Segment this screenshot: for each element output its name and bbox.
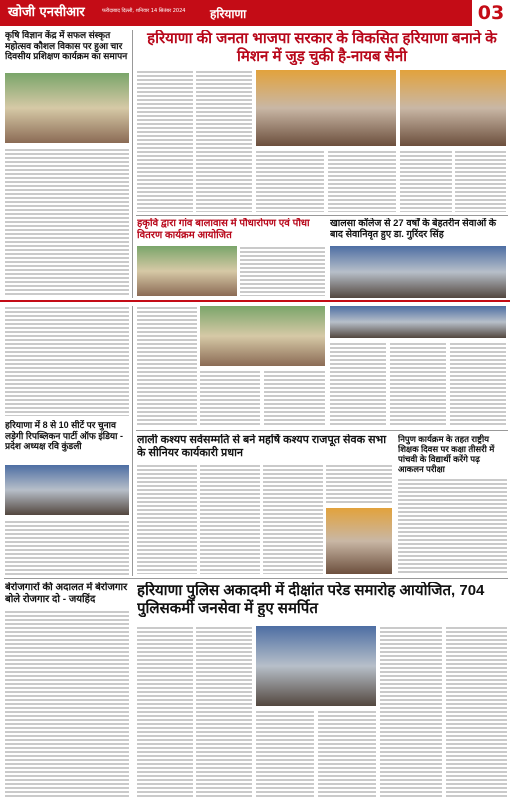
photo-lead-stage [400, 70, 506, 146]
article-police-col2 [196, 626, 252, 798]
article-lead-col6 [455, 150, 506, 212]
article-kashyap-col4 [326, 464, 392, 504]
photo-khalsa-college [330, 246, 506, 298]
photo-police-parade [256, 626, 376, 706]
photo-kvk-group [5, 73, 129, 143]
photo-plantation-2 [200, 306, 325, 366]
column-divider [132, 306, 133, 576]
article-kashyap-col3 [263, 464, 323, 574]
article-lead-col4 [328, 150, 396, 212]
section-strip [0, 300, 510, 302]
headline-plantation: हकृवि द्वारा गांव बालावास में पौधारोपण एवं पौधा वितरण कार्यक्रम आयोजित [137, 218, 310, 241]
article-kashyap-col1 [137, 464, 197, 574]
page-number: 03 [470, 0, 510, 26]
photo-rpi [5, 465, 129, 515]
photo-lead-rally [256, 70, 396, 146]
article-khalsa-col1 [330, 342, 386, 426]
article-rpi-body [5, 520, 129, 576]
article-plantation-col2 [200, 370, 260, 426]
article-khalsa-col2 [390, 342, 446, 426]
headline-rpi: हरियाणा में 8 से 10 सीटें पर चुनाव लड़ेगी रिपब्लिकन पार्टी ऑफ इंडिया - प्रदेश अध्यक्ष रवि कुंडली [5, 420, 123, 452]
section-title: हरियाणा [210, 7, 247, 21]
photo-plantation [137, 246, 237, 296]
headline-lead-saini: हरियाणा की जनता भाजपा सरकार के विकसित हरियाणा बनाने के मिशन में जुड़ चुकी है-नायब सैनी [147, 30, 497, 65]
article-police-col6 [446, 626, 507, 798]
article-plantation-top [240, 246, 325, 296]
newspaper-logo: खोजी एनसीआर [8, 5, 85, 20]
article-khalsa-col3 [450, 342, 506, 426]
article-police-col5 [380, 626, 442, 798]
article-lead-col2 [196, 70, 252, 212]
article-plantation-body [137, 306, 197, 426]
masthead [0, 0, 510, 26]
headline-police-academy: हरियाणा पुलिस अकादमी में दीक्षांत परेड समारोह आयोजित, 704 पुलिसकर्मी जनसेवा में हुए समर्पित [137, 582, 485, 617]
headline-kashyap-sabha: लाली कश्यप सर्वसम्मति से बने महर्षि कश्यप राजपूत सेवक सभा के सीनियर कार्यकारी प्रधान [137, 434, 387, 459]
row-divider [136, 430, 508, 431]
column-divider [132, 30, 133, 298]
headline-khalsa-college: खालसा कॉलेज से 27 वर्षों के बेहतरीन सेवाओं के बाद सेवानिवृत हुए डा. गुरिंदर सिंह [330, 218, 497, 241]
article-nipun-body [398, 478, 507, 574]
issue-date: फरीदाबाद दिल्ली, शनिवार 14 सितंबर 2024 [102, 8, 186, 14]
article-lead-col1 [137, 70, 193, 212]
row-divider [4, 578, 508, 579]
article-police-col4 [318, 710, 376, 798]
article-berojgar-body [5, 610, 129, 798]
photo-khalsa-event [330, 306, 506, 338]
headline-nipun: निपुण कार्यक्रम के तहत राष्ट्रीय शिक्षक दिवस पर कक्षा तीसरी में पांचवी के विद्यार्थी करेंगे पढ़ आकलन परीक्षा [398, 434, 495, 475]
article-plantation-col3 [264, 370, 325, 426]
article-kashyap-col2 [200, 464, 260, 574]
article-kvk-continued [5, 306, 129, 416]
photo-kashyap-sabha [326, 508, 392, 574]
article-police-col1 [137, 626, 193, 798]
article-lead-col5 [400, 150, 452, 212]
row-divider [136, 215, 508, 216]
headline-kvk: कृषि विज्ञान केंद्र में सफल संस्कृत महोत्सव कौशल विकास पर हुआ चार दिवसीय प्रशिक्षण कार्यक्रम का समापन [5, 30, 128, 62]
article-kvk-body [5, 148, 129, 296]
headline-berojgar: बेरोजगारों की अदालत में बेरोजगार बोले रोजगार दो - जयहिंद [5, 582, 128, 605]
article-lead-col3 [256, 150, 324, 212]
article-police-col3 [256, 710, 314, 798]
